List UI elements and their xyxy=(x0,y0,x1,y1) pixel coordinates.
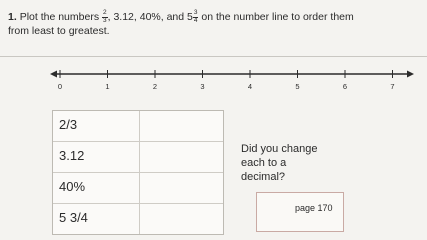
page-reference-box xyxy=(256,192,344,232)
table-row xyxy=(53,204,223,234)
number-line-label: 3 xyxy=(200,82,205,91)
question-text xyxy=(8,10,418,38)
table-cell-value: 40% xyxy=(59,179,86,194)
number-line-label: 6 xyxy=(342,82,348,91)
number-line-label: 1 xyxy=(105,82,110,91)
table-row xyxy=(53,173,223,204)
table-cell-value: 2/3 xyxy=(59,117,78,132)
fraction-three-quarters: $\frac{3}{4}$ xyxy=(193,9,198,24)
table-cell-value: 3.12 xyxy=(59,148,85,163)
hint-line-1: Did you change xyxy=(241,143,318,155)
number-line[interactable] xyxy=(0,64,427,104)
number-line-label: 0 xyxy=(57,82,63,91)
arrow-left-icon xyxy=(50,71,57,78)
table-cell-value: 5 3/4 xyxy=(59,210,88,225)
table-cell-answer[interactable] xyxy=(139,142,224,172)
question-text-middle: , 3.12, 40%, and 5 xyxy=(107,11,193,23)
section-divider xyxy=(0,56,427,57)
hint-line-3: decimal? xyxy=(241,171,286,183)
fraction-two-thirds: $\frac{2}{3}$ xyxy=(103,9,107,24)
values-table xyxy=(52,110,224,235)
hint-line-2: each to a xyxy=(241,157,287,169)
table-row xyxy=(53,142,223,173)
page-reference: page 170 xyxy=(295,203,333,213)
table-cell-answer[interactable] xyxy=(139,204,224,234)
number-line-label: 2 xyxy=(152,82,158,91)
question-text-before: Plot the numbers xyxy=(19,11,100,23)
table-cell-answer[interactable] xyxy=(139,173,224,203)
table-cell-answer[interactable] xyxy=(139,111,224,141)
question-number: 1. xyxy=(8,11,17,23)
number-line-graphic[interactable] xyxy=(0,64,427,104)
hint-prompt xyxy=(241,142,351,184)
table-row xyxy=(53,111,223,142)
question-line-1 xyxy=(8,10,418,24)
question-text-after: on the number line to order them xyxy=(201,11,354,23)
number-line-label: 7 xyxy=(390,82,395,91)
arrow-right-icon xyxy=(407,71,414,78)
number-line-label: 4 xyxy=(247,82,253,91)
question-line-2: from least to greatest. xyxy=(8,25,110,38)
number-line-label: 5 xyxy=(295,82,300,91)
